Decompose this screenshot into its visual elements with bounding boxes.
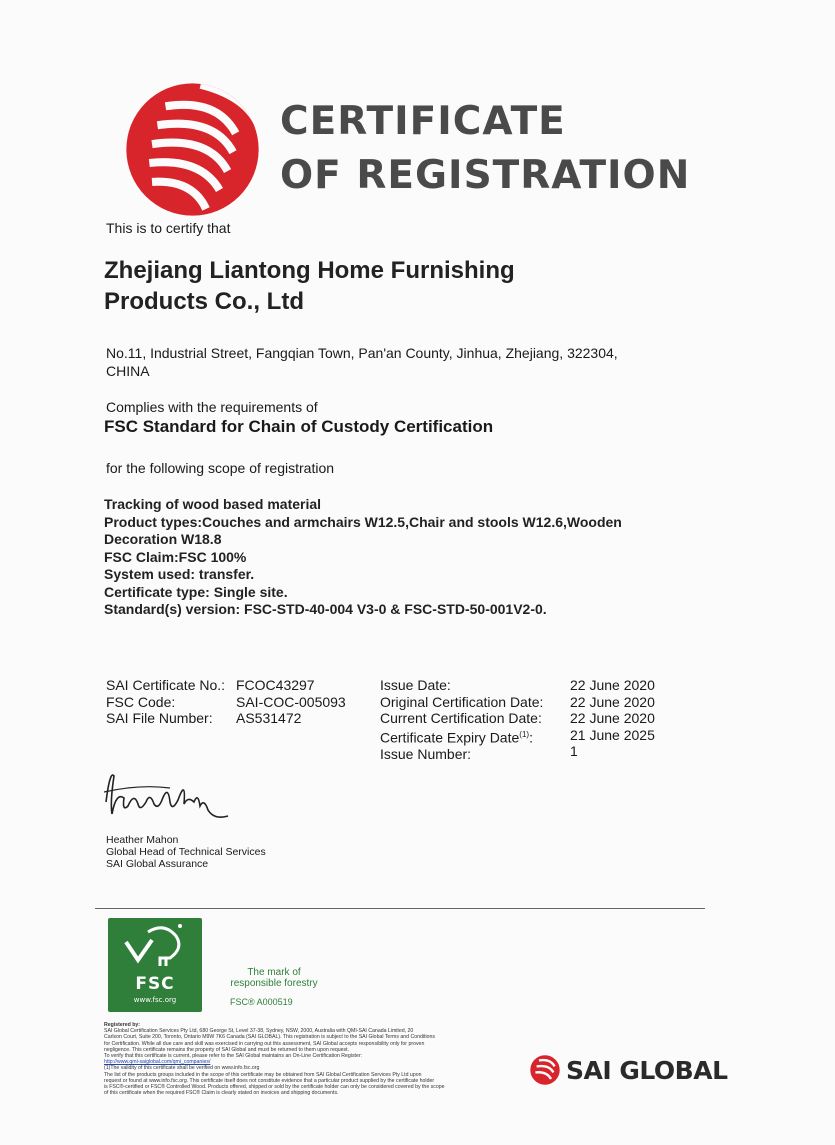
detail-label: SAI File Number:	[106, 710, 213, 726]
fsc-logo-url: www.fsc.org	[133, 996, 177, 1004]
detail-value: 1	[570, 743, 578, 759]
scope-line: Tracking of wood based material	[104, 496, 322, 512]
company-address	[106, 344, 726, 380]
company-name-line-2: Products Co., Ltd	[104, 288, 304, 315]
detail-value: SAI-COC-005093	[236, 693, 346, 710]
fsc-logo	[108, 918, 202, 1012]
standard-name: FSC Standard for Chain of Custody Certification	[104, 417, 494, 436]
right-labels	[380, 677, 543, 762]
divider	[95, 908, 705, 909]
expiry-colon: :	[529, 729, 533, 746]
fsc-license-code: FSC® A000519	[230, 997, 293, 1007]
fsc-tree-checkmark-icon	[108, 918, 202, 978]
detail-value: FCOC43297	[236, 677, 315, 693]
registered-line: request or found at www.info.fsc.org. This certificate itself does not constitute evidence that a particular product supplied by the certificate holder	[104, 1077, 435, 1084]
registered-heading: Registered by:	[104, 1022, 141, 1028]
company-name	[104, 255, 744, 317]
signatory-name: Heather Mahon	[106, 834, 179, 846]
fsc-mark-text	[214, 967, 334, 989]
fsc-logo-text: FSC	[135, 974, 175, 994]
scope-of-registration	[104, 496, 724, 619]
address-line-2: CHINA	[106, 363, 150, 379]
expiry-footnote-marker: (1)	[519, 729, 530, 739]
detail-value: AS531472	[236, 710, 302, 726]
scope-line: System used: transfer.	[104, 566, 255, 582]
mark-line-1: The mark of	[247, 967, 301, 978]
registered-line: SAI Global Certification Services Pty Ltd, 680 George St, Level 37-38, Sydney, NSW, 2000, Australia with QMI-SAI Canada Limited, 20	[104, 1028, 414, 1035]
detail-label: Issue Number:	[380, 745, 472, 762]
scope-line: Product types:Couches and armchairs W12.5,Chair and stools W12.6,Wooden	[104, 513, 622, 530]
detail-label: Issue Date:	[380, 677, 451, 693]
signatory-org: SAI Global Assurance	[106, 858, 209, 870]
detail-value: 21 June 2025	[570, 726, 655, 743]
detail-value: 22 June 2020	[570, 710, 655, 726]
signatory-block	[106, 834, 266, 870]
right-values	[570, 677, 655, 760]
registered-line: The list of the products groups included in the scope of this certificate may be obtained from SAI Global Certification Services Pty Ltd upon	[104, 1071, 422, 1078]
scope-line: Certificate type: Single site.	[104, 583, 288, 600]
certificate-title	[280, 95, 690, 203]
handwritten-signature	[100, 762, 240, 828]
registered-line: for Certification. While all due care and skill was exercised in carrying out this assessment, SAI Global accepts responsibility only for proven	[104, 1040, 425, 1047]
registered-line: (1)The validity of this certificate shall be verified on www.info.fsc.org	[104, 1065, 260, 1072]
left-labels	[106, 677, 225, 727]
registered-line: Carlson Court, Suite 200, Toronto, Ontario M9W 7K6 Canada (SAI GLOBAL). This registration is subject to the SAI Global Terms and Conditions	[104, 1034, 436, 1041]
detail-label: SAI Certificate No.:	[106, 677, 226, 693]
sai-global-swirl-icon	[530, 1055, 560, 1085]
scope-intro: for the following scope of registration	[106, 460, 335, 476]
complies-intro: Complies with the requirements of	[106, 399, 318, 415]
detail-label: Original Certification Date:	[380, 693, 544, 710]
address-line-1: No.11, Industrial Street, Fangqian Town, Pan'an County, Jinhua, Zhejiang, 322304,	[106, 345, 618, 361]
mark-line-2: responsible forestry	[230, 978, 318, 989]
detail-label	[380, 727, 543, 746]
registered-line: To verify that this certificate is current, please refer to the SAI Global maintains an On-Line Certification Register:	[104, 1053, 363, 1060]
registered-line: is FSC®-certified or FSC® Controlled Wood. Products offered, shipped or sold by the certificate holder can only be considered covered by the scope	[104, 1084, 445, 1091]
scope-line: FSC Claim:FSC 100%	[104, 548, 247, 565]
registered-by-block	[104, 1022, 544, 1096]
left-values	[236, 677, 346, 727]
detail-label: Current Certification Date:	[380, 710, 542, 726]
certify-intro: This is to certify that	[106, 220, 231, 236]
signatory-title: Global Head of Technical Services	[106, 846, 266, 858]
title-line-1: CERTIFICATE	[280, 99, 566, 144]
detail-value: 22 June 2020	[570, 693, 655, 710]
scope-line: Standard(s) version: FSC-STD-40-004 V3-0 & FSC-STD-50-001V2-0.	[104, 601, 547, 617]
detail-value: 22 June 2020	[570, 677, 655, 693]
sai-global-swirl-icon	[125, 82, 260, 217]
scope-line: Decoration W18.8	[104, 531, 222, 547]
registered-line: of this certificate when the required FSC® Claim is clearly stated on invoices and shipping documents.	[104, 1090, 339, 1097]
detail-label: FSC Code:	[106, 693, 176, 710]
company-name-line-1: Zhejiang Liantong Home Furnishing	[104, 257, 515, 284]
registered-line: negligence. This certificate remains the property of SAI Global and must be returned to them upon request.	[104, 1046, 350, 1053]
register-link[interactable]: http://www.qmi-saiglobal.com/qmi_companies/	[104, 1059, 211, 1066]
title-line-2: OF REGISTRATION	[280, 153, 691, 198]
expiry-label: Certificate Expiry Date	[380, 729, 520, 746]
sai-global-wordmark: SAI GLOBAL	[566, 1056, 728, 1085]
